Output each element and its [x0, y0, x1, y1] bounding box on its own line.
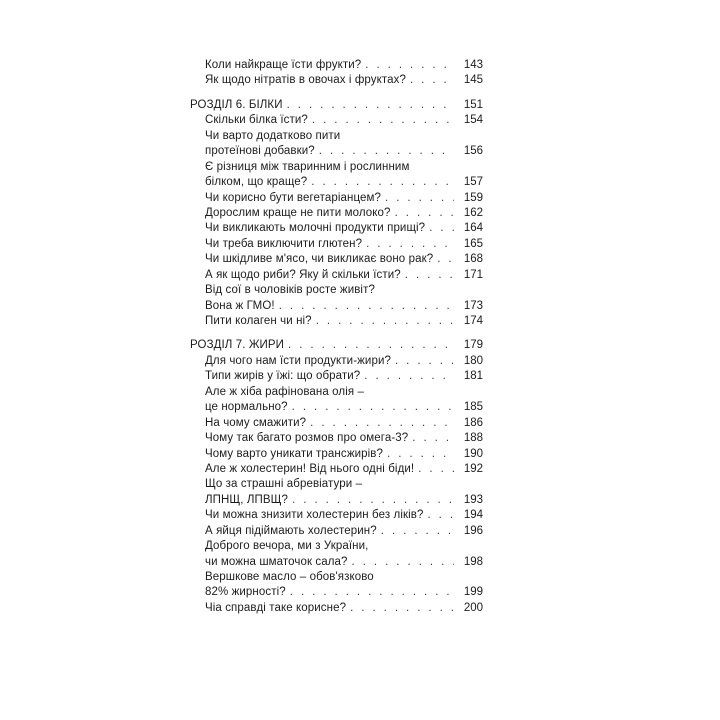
toc-entry-row: [205, 555, 483, 570]
page-number: 154: [463, 114, 483, 127]
toc-entry-row: [205, 191, 483, 206]
entry-title: Але ж хіба рафінована олія –: [205, 385, 364, 398]
entry-title: Доброго вечора, ми з України,: [205, 540, 369, 553]
toc-entry-row: [205, 493, 483, 508]
dot-leader: [292, 400, 454, 414]
entry-title: це нормально?: [205, 401, 288, 414]
entry-title: Чому варто уникати трансжирів?: [205, 447, 383, 460]
entry-title: Типи жирів у їжі: що обрати?: [205, 370, 361, 383]
dot-leader: [312, 113, 454, 127]
entry-title: Від сої в чоловіків росте живіт?: [205, 284, 375, 297]
page-number: 145: [463, 74, 483, 87]
dot-leader: [279, 299, 454, 313]
toc-entry-row: [205, 58, 483, 73]
toc-entry-row: [205, 539, 483, 554]
toc-entry-row: [205, 299, 483, 314]
page-number: 200: [463, 601, 483, 614]
entry-title: Чи шкідливе м'ясо, чи викликає воно рак?: [205, 253, 434, 266]
entry-title: Чи треба виключити глютен?: [205, 237, 363, 250]
entry-title: Чи варто додатково пити: [205, 129, 341, 142]
page-number: 168: [463, 253, 483, 266]
toc-entry-row: [205, 369, 483, 384]
entry-title: А яйця підіймають холестерин?: [205, 524, 377, 537]
dot-leader: [287, 98, 454, 112]
dot-leader: [395, 206, 454, 220]
page-number: 185: [463, 401, 483, 414]
toc-entry-row: [205, 385, 483, 400]
dot-leader: [364, 369, 454, 383]
entry-title: Є різниця між тваринним і рослинним: [205, 160, 410, 173]
dot-leader: [310, 416, 454, 430]
page-number: 159: [463, 191, 483, 204]
toc-entry-row: [205, 447, 483, 462]
page-number: 173: [463, 299, 483, 312]
page-number: 199: [463, 586, 483, 599]
entry-title: Дорослим краще не пити молоко?: [205, 206, 391, 219]
page-number: 156: [463, 145, 483, 158]
page-number: 198: [463, 555, 483, 568]
entry-title: Коли найкраще їсти фрукти?: [205, 59, 362, 71]
toc-entry-row: [205, 221, 483, 236]
toc-entry-row: [205, 508, 483, 523]
page-number: 190: [463, 447, 483, 460]
dot-leader: [387, 447, 454, 461]
page-number: 157: [463, 176, 483, 189]
toc-entry-row: [205, 354, 483, 369]
dot-leader: [365, 58, 454, 72]
toc-chapter-row: [190, 98, 483, 113]
entry-title: Як щодо нітратів в овочах і фруктах?: [205, 74, 406, 87]
page-number: 165: [463, 237, 483, 250]
page-number: 194: [463, 509, 483, 522]
page-number: 171: [463, 268, 483, 281]
page-number: 196: [463, 524, 483, 537]
page-number: 188: [463, 432, 483, 445]
entry-title: Чи викликають молочні продукти прищі?: [205, 222, 426, 235]
page-number: 192: [463, 462, 483, 475]
toc-entry-row: [205, 144, 483, 159]
toc-entry-row: [205, 252, 483, 267]
dot-leader: [292, 493, 454, 507]
page-number: 180: [463, 354, 483, 367]
toc-chapter-row: [190, 338, 483, 353]
chapter-title: РОЗДІЛ 6. БІЛКИ: [190, 98, 283, 111]
toc-entry-row: [205, 129, 483, 144]
toc-entry-row: [205, 585, 483, 600]
toc-entry-row: [205, 570, 483, 585]
dot-leader: [311, 175, 454, 189]
toc-entry-row: [205, 283, 483, 298]
entry-title: чи можна шматочок сала?: [205, 555, 348, 568]
toc-entry-row: [205, 237, 483, 252]
dot-leader: [437, 252, 454, 266]
toc-entry-row: [205, 431, 483, 446]
entry-title: Чи корисно бути вегетаріанцем?: [205, 191, 382, 204]
toc-entry-row: [205, 314, 483, 329]
entry-title: протеїнові добавки?: [205, 145, 315, 158]
toc-entry-row: [205, 477, 483, 492]
dot-leader: [316, 314, 454, 328]
toc-entry-row: [205, 206, 483, 221]
dot-leader: [410, 73, 454, 87]
dot-leader: [352, 555, 454, 569]
dot-leader: [350, 601, 454, 615]
dot-leader: [290, 585, 454, 599]
toc-entry-row: [205, 113, 483, 128]
toc-entry-row: [205, 160, 483, 175]
entry-title: Вершкове масло – обов'язково: [205, 571, 374, 583]
dot-leader: [366, 237, 454, 251]
chapter-title: РОЗДІЛ 7. ЖИРИ: [190, 339, 285, 352]
page-number: 143: [463, 59, 483, 71]
dot-leader: [395, 354, 454, 368]
entry-title: 82% жирності?: [205, 586, 286, 599]
toc-entry-row: [205, 73, 483, 88]
page-number: 193: [463, 493, 483, 506]
dot-leader: [427, 508, 454, 522]
page-number: 164: [463, 222, 483, 235]
entry-title: Скільки білка їсти?: [205, 114, 308, 127]
entry-title: На чому смажити?: [205, 416, 307, 429]
dot-leader: [429, 221, 454, 235]
entry-title: білком, що краще?: [205, 176, 308, 189]
page-number: 162: [463, 206, 483, 219]
entry-title: Пити колаген чи ні?: [205, 315, 312, 327]
page-number: 179: [463, 339, 483, 352]
toc-entry-row: [205, 416, 483, 431]
dot-leader: [412, 431, 454, 445]
toc-entry-row: [205, 400, 483, 415]
page-number: 186: [463, 416, 483, 429]
dot-leader: [288, 338, 454, 352]
dot-leader: [405, 268, 454, 282]
entry-title: Чи можна знизити холестерин без ліків?: [205, 509, 424, 522]
entry-title: Для чого нам їсти продукти-жири?: [205, 354, 391, 367]
entry-title: Але ж холестерин! Від нього одні біди!: [205, 462, 415, 475]
dot-leader: [385, 191, 454, 205]
entry-title: ЛПНЩ, ЛПВЩ?: [205, 493, 289, 506]
page-number: 181: [463, 370, 483, 383]
toc-entry-row: [205, 601, 483, 616]
dot-leader: [418, 462, 454, 476]
page-number: 174: [463, 315, 483, 327]
toc-entry-row: [205, 524, 483, 539]
page-number: 151: [463, 98, 483, 111]
entry-title: А як щодо риби? Яку й скільки їсти?: [205, 268, 401, 281]
entry-title: Чіа справді таке корисне?: [205, 601, 347, 614]
table-of-contents: [190, 58, 483, 616]
entry-title: Чому так багато розмов про омега-3?: [205, 432, 409, 445]
entry-title: Вона ж ГМО!: [205, 299, 275, 312]
dot-leader: [381, 524, 454, 538]
dot-leader: [319, 144, 454, 158]
toc-entry-row: [205, 462, 483, 477]
toc-entry-row: [205, 268, 483, 283]
toc-entry-row: [205, 175, 483, 190]
entry-title: Що за страшні абревіатури –: [205, 478, 363, 491]
